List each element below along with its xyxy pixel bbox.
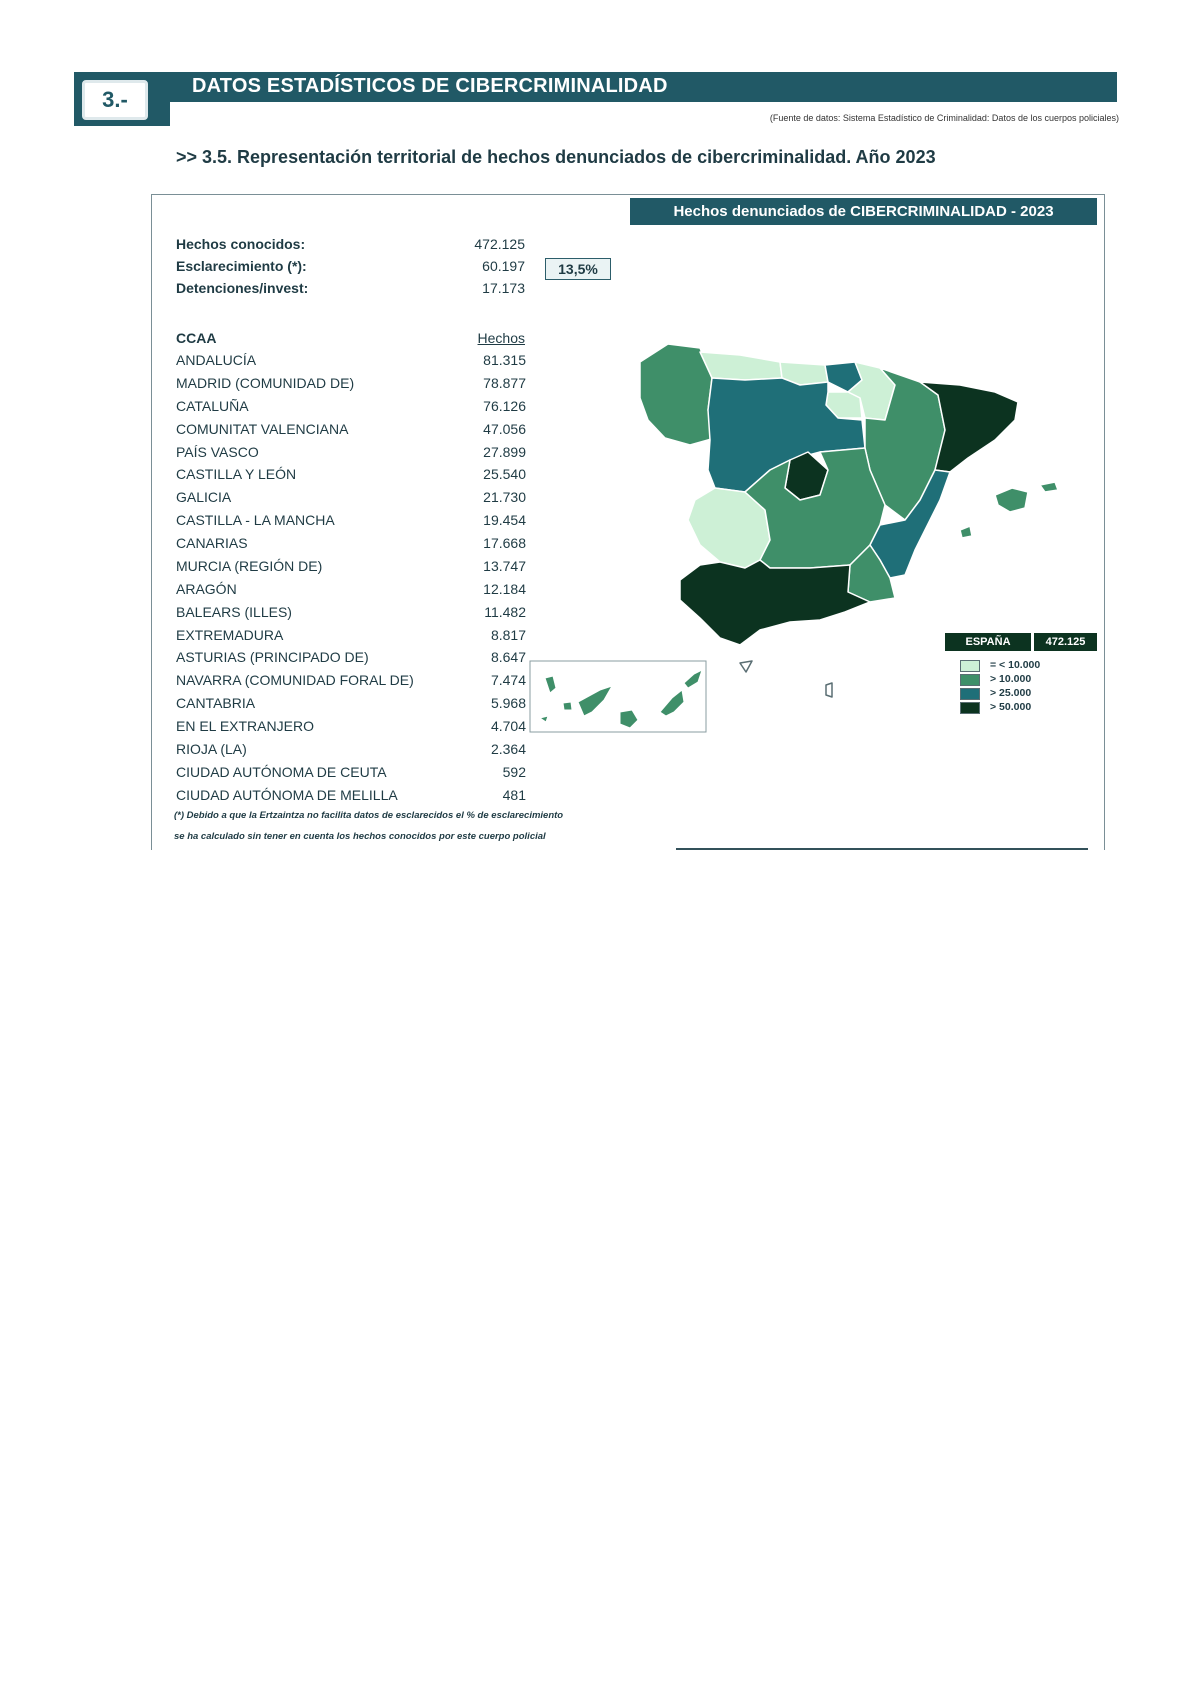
row-name: GALICIA: [176, 489, 232, 505]
region-canarias-tenerife: [578, 686, 612, 716]
hechos-conocidos-label: Hechos conocidos:: [176, 236, 306, 252]
row-value: 13.747: [483, 558, 526, 574]
legend-label: > 10.000: [990, 673, 1032, 685]
legend-label: > 50.000: [990, 701, 1032, 713]
row-value: 481: [502, 787, 526, 803]
row-name: MADRID (COMUNIDAD DE): [176, 375, 355, 391]
row-name: NAVARRA (COMUNIDAD FORAL DE): [176, 672, 414, 688]
detenciones-label: Detenciones/invest:: [176, 280, 309, 296]
row-value: 17.668: [483, 535, 526, 551]
legend-swatch-medium: [960, 674, 980, 686]
row-name: CASTILLA - LA MANCHA: [176, 512, 335, 528]
region-andalucia: [680, 560, 870, 645]
row-name: CANARIAS: [176, 535, 248, 551]
region-canarias-fuerteventura: [660, 690, 684, 716]
esclarecimiento-value: 60.197: [482, 258, 525, 274]
row-value: 592: [502, 764, 526, 780]
row-name: BALEARS (ILLES): [176, 604, 292, 620]
region-ceuta: [740, 661, 752, 672]
hechos-conocidos-value: 472.125: [474, 236, 525, 252]
footnote-line-1: (*) Debido a que la Ertzaintza no facilita datos de esclarecidos el % de esclarecimiento: [174, 810, 564, 821]
legend-swatch-dark: [960, 702, 980, 714]
page-subtitle: >> 3.5. Representación territorial de hechos denunciados de cibercriminalidad. Año 2023: [176, 147, 936, 167]
row-value: 5.968: [490, 695, 526, 711]
region-baleares-ibiza: [960, 526, 972, 538]
row-name: CANTABRIA: [176, 695, 256, 711]
region-baleares-menorca: [1040, 482, 1058, 492]
footnote-line-2: se ha calculado sin tener en cuenta los hechos conocidos por este cuerpo policial: [174, 831, 546, 842]
row-name: MURCIA (REGIÓN DE): [176, 558, 323, 574]
row-value: 81.315: [483, 352, 526, 368]
row-value: 21.730: [483, 489, 526, 505]
section-number: 3.-: [80, 78, 150, 122]
section-title: DATOS ESTADÍSTICOS DE CIBERCRIMINALIDAD: [192, 75, 668, 97]
legend-swatch-light: [960, 660, 980, 672]
region-canarias-hierro: [540, 716, 548, 722]
row-value: 8.817: [490, 627, 526, 643]
column-header-ccaa: CCAA: [176, 330, 217, 346]
row-name: COMUNITAT VALENCIANA: [176, 421, 349, 437]
legend-label: > 25.000: [990, 687, 1032, 699]
legend-country-total: 472.125: [1034, 633, 1097, 651]
column-header-hechos: Hechos: [477, 330, 525, 346]
row-name: RIOJA (LA): [176, 741, 247, 757]
row-name: ANDALUCÍA: [176, 352, 257, 368]
region-canarias-gomera: [563, 702, 572, 710]
map-title: Hechos denunciados de CIBERCRIMINALIDAD - 2023: [630, 198, 1097, 225]
row-value: 7.474: [490, 672, 526, 688]
row-name: ARAGÓN: [176, 581, 237, 597]
row-value: 4.704: [490, 718, 526, 734]
data-source-note: (Fuente de datos: Sistema Estadístico de Criminalidad: Datos de los cuerpos policiales): [769, 113, 1119, 123]
legend-header: [945, 633, 1097, 651]
region-asturias: [700, 352, 782, 380]
row-value: 19.454: [483, 512, 526, 528]
row-value: 27.899: [483, 444, 526, 460]
row-name: CASTILLA Y LEÓN: [176, 466, 297, 482]
row-name: EN EL EXTRANJERO: [176, 718, 314, 734]
region-canarias-gran-canaria: [620, 710, 638, 728]
region-canarias-lanzarote: [684, 670, 702, 688]
row-name: ASTURIAS (PRINCIPADO DE): [176, 649, 369, 665]
row-name: CATALUÑA: [176, 398, 249, 414]
row-value: 2.364: [490, 741, 526, 757]
row-name: EXTREMADURA: [176, 627, 284, 643]
row-value: 76.126: [483, 398, 526, 414]
region-canarias-la-palma: [545, 676, 556, 693]
row-value: 8.647: [490, 649, 526, 665]
row-value: 11.482: [484, 604, 526, 620]
row-name: PAÍS VASCO: [176, 444, 259, 460]
row-value: 12.184: [483, 581, 526, 597]
legend-country-label: ESPAÑA: [945, 633, 1031, 651]
row-name: CIUDAD AUTÓNOMA DE MELILLA: [176, 787, 398, 803]
legend-label: = < 10.000: [990, 659, 1041, 671]
row-value: 78.877: [483, 375, 526, 391]
row-value: 47.056: [483, 421, 526, 437]
detenciones-value: 17.173: [482, 280, 525, 296]
region-baleares-mallorca: [995, 488, 1028, 512]
row-value: 25.540: [483, 466, 526, 482]
legend-swatch-teal: [960, 688, 980, 700]
region-melilla: [826, 683, 832, 697]
esclarecimiento-label: Esclarecimiento (*):: [176, 258, 307, 274]
esclarecimiento-percent: 13,5%: [545, 258, 611, 280]
row-name: CIUDAD AUTÓNOMA DE CEUTA: [176, 764, 387, 780]
